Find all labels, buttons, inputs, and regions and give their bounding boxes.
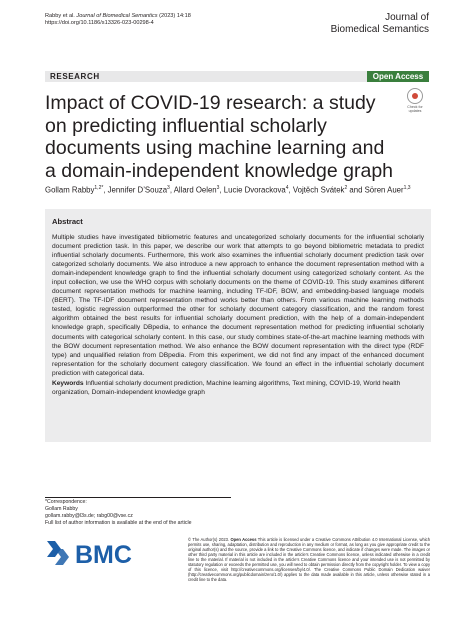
journal-name-line1: Journal of bbox=[385, 12, 429, 23]
author-list: Gollam Rabby$^{1,2*}$, Jennifer D’Souza$^3$, Allard Oelen$^3$, Lucie Dvorackova$^4$, Vojtěch Svátek$^2$ and Sören Auer$^{1,3}$ bbox=[45, 185, 411, 195]
journal-name-line2: Biomedical Semantics bbox=[330, 24, 429, 35]
footnote-author-name: Gollam Rabby bbox=[45, 505, 78, 512]
check-for-updates-button[interactable] bbox=[404, 88, 426, 114]
bmc-logo bbox=[45, 535, 143, 571]
journal-name bbox=[331, 12, 429, 36]
author-affiliation-marker: 4 bbox=[285, 185, 289, 191]
author-affiliation-marker: 3 bbox=[216, 185, 220, 191]
footnote-email[interactable]: gollam.rabby@l3s.de; rabg00@vse.cz bbox=[45, 512, 133, 519]
license-prefix: © The Author(s) 2023. bbox=[188, 537, 231, 542]
article-title: Impact of COVID-19 research: a study on predicting influential scholarly documents using machine learning and a domain-independent knowledge graph bbox=[45, 92, 394, 182]
citation-line bbox=[45, 13, 191, 20]
keywords bbox=[52, 379, 424, 397]
author-name: Gollam Rabby bbox=[45, 185, 95, 195]
citation-authors: Rabby et al. bbox=[45, 13, 77, 19]
author-name: Vojtěch Svátek bbox=[292, 185, 345, 195]
author-affiliation-marker: 1,3 bbox=[403, 185, 411, 191]
correspondence-footnote bbox=[45, 499, 191, 527]
article-type-label: RESEARCH bbox=[50, 72, 100, 81]
footnote-divider bbox=[45, 497, 231, 498]
citation-journal: Journal of Biomedical Semantics bbox=[76, 13, 158, 19]
author-affiliation-marker: 2 bbox=[344, 185, 348, 191]
bmc-logo-graphic bbox=[45, 535, 143, 571]
license-body: This article is licensed under a Creative Commons Attribution 4.0 International License, which permits use, sharing, adaptation, distribution and reproduction in any medium or format, as long as you give appropriate credit to the original author(s) and the source, provide a link to the Creative Commons licence, and indicate if changes were made. The images or other third party material in this article are included in the article’s Creative Commons licence, unless indicated otherwise in a credit line to the material. If material is not included in the article’s Creative Commons licence and your intended use is not permitted by statutory regulation or exceeds the permitted use, you will need to obtain permission directly from the copyright holder. To view a copy of this licence, visit http://creativecommons.org/licenses/by/4.0/. The Creative Commons Public Domain Dedication waiver (http://creativecommons.org/publicdomain/zero/1.0/) applies to the data made available in this article, unless otherwise stated in a credit line to the data. bbox=[188, 537, 430, 583]
author-name: Allard Oelen bbox=[173, 185, 217, 195]
abstract-heading: Abstract bbox=[52, 217, 83, 226]
author-name: Jennifer D’Souza bbox=[107, 185, 168, 195]
author-name: Lucie Dvorackova bbox=[223, 185, 286, 195]
abstract-section bbox=[45, 209, 431, 442]
author-affiliation-marker: 1,2* bbox=[94, 185, 104, 191]
article-type-bar bbox=[45, 71, 429, 82]
license-open-access-label: Open Access bbox=[230, 537, 257, 542]
abstract-text: Multiple studies have investigated bibliometric features and uncategorized scholarly documents for the influential scholarly document prediction task. In this paper, we describe our work that attempts to go beyond bibliometric metadata to predict influential scholarly documents. Furthermore, this work also examines the influential scholarly document prediction task over categorized scholarly documents. We also introduce a new approach to enhance the document representation method with a domain-independent knowledge graph to find the influential scholarly document using categorized scholarly content. As the input collection, we use the WHO corpus with scholarly documents on the theme of COVID-19. This study examines different document representation methods for machine learning, including TF-IDF, BOW, and embedding-based language models (BERT). The TF-IDF document representation method works better than others. From various machine learning methods tested, logistic regression outperformed the other for scholarly document category classification, and the random forest algorithm obtained the best results for influential scholarly document prediction, with the help of a domain-independent knowledge graph, specifically DBpedia, to enhance the document representation method for predicting influential scholarly documents with categorical scholarly content. In this case, our study combines state-of-the-art machine learning methods with the BOW document representation method. We also enhance the BOW document representation with the direct type (RDF type) and unqualified relation from DBpedia. From this experiment, we did not find any impact of the enhanced document representation for the scholarly document category classification. We found an effect in the influential scholarly document prediction with categorical data. bbox=[52, 234, 424, 377]
keywords-text: Influential scholarly document prediction, Machine learning algorithms, Text mining, COVID-19, World health organization, Domain-independent knowledge graph bbox=[52, 379, 401, 396]
check-updates-icon bbox=[407, 88, 423, 104]
citation-year: (2023) 14:18 bbox=[157, 13, 191, 19]
footnote-author-info: Full list of author information is available at the end of the article bbox=[45, 519, 192, 526]
author-name: Sören Auer bbox=[364, 185, 404, 195]
footnote-correspondence-label: *Correspondence: bbox=[45, 499, 87, 505]
keywords-label: Keywords bbox=[52, 379, 84, 387]
doi-link[interactable]: https://doi.org/10.1186/s13326-023-00298-4 bbox=[45, 20, 154, 27]
check-updates-line1: Check for bbox=[407, 105, 423, 109]
license-text bbox=[188, 537, 430, 582]
open-access-badge: Open Access bbox=[367, 71, 429, 82]
author-affiliation-marker: 3 bbox=[167, 185, 170, 191]
citation-header bbox=[45, 13, 191, 27]
bmc-logo-text: BMC bbox=[75, 541, 132, 569]
check-updates-line2: updates bbox=[408, 109, 422, 113]
check-updates-label bbox=[404, 105, 426, 113]
